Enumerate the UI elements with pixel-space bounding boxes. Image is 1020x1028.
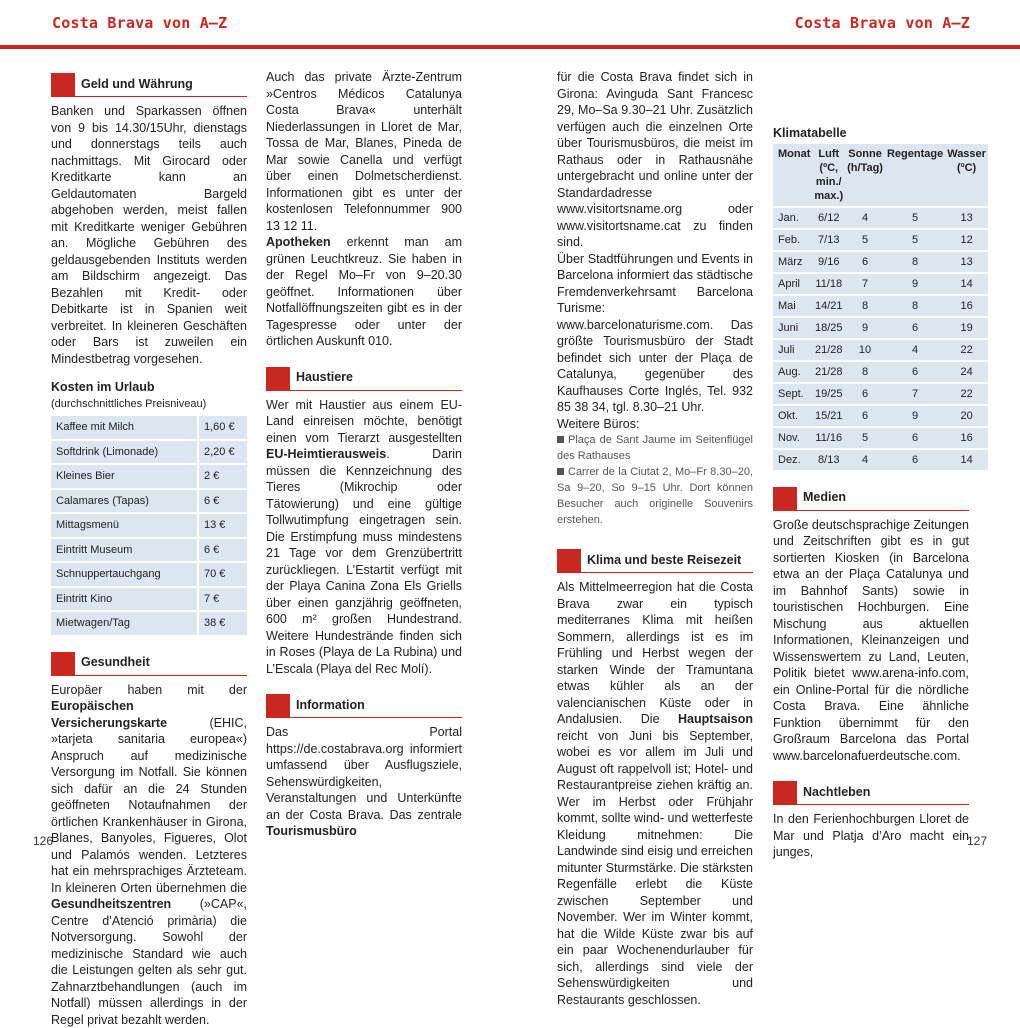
section-heading-gesundheit <box>51 649 247 676</box>
section-marker <box>557 549 581 573</box>
section-heading-information <box>266 691 462 718</box>
section-marker <box>773 781 797 805</box>
climate-cell: 4 <box>845 207 885 229</box>
running-head-left: Costa Brava von A–Z <box>52 14 227 32</box>
climate-cell: Juli <box>773 339 812 361</box>
cost-price: 2,20 € <box>198 440 247 465</box>
climate-cell: 22 <box>945 339 988 361</box>
office-bullet-2: Carrer de la Ciutat 2, Mo–Fr 8.30–20, Sa 9–20, So 9–15 Uhr. Dort können Besucher auch originelle Souvenirs erstehen. <box>557 464 753 528</box>
bullet-square <box>557 468 564 475</box>
climate-row <box>773 295 988 317</box>
medien-text: Große deutschsprachige Zeitungen und Zeitschriften gibt es in gut sortierten Kiosken (in Barcelona etwa an der Plaça Catalunya und im Bahnhof Sants) sowie in touristischen Hochburgen. Eine Mischung aus aktuellen Informationen, Kleinanzeigen und Wissenswertem zu Land, Leuten, Politik bietet www.arena-info.com, ein Online-Portal für die nördliche Costa Brava. Eine ähnliche Funktion übernimmt für den Großraum Barcelona das Portal www.barcelonafuerdeutsche.com. <box>773 517 969 765</box>
geld-text: Banken und Sparkassen öffnen von 9 bis 14.30/15Uhr, dienstags und donnerstags teils auch nachmittags. Mit Girocard oder Kreditkarte kann an Geldautomaten Bargeld abgehoben werden, meist fallen mit Kreditkarte weniger Gebühren an. Mögliche Gebühren des geldausgebenden Instituts werden am Bildschirm angezeigt. Das Bezahlen mit Kredit- oder Debitkarte ist in Spanien weit verbreitet. In kleineren Geschäften oder Bars ist zuweilen ein Mindestbetrag vorgesehen. <box>51 103 247 367</box>
section-title: Nachtleben <box>803 784 870 805</box>
cost-price: 6 € <box>198 489 247 514</box>
section-title: Information <box>296 697 365 718</box>
section-heading-nachtleben <box>773 778 969 805</box>
cost-price: 38 € <box>198 611 247 636</box>
climate-cell: 4 <box>845 449 885 471</box>
climate-cell: 8/13 <box>812 449 845 471</box>
section-title: Haustiere <box>296 369 353 390</box>
climate-cell: 6 <box>845 251 885 273</box>
climate-cell: Juni <box>773 317 812 339</box>
cost-row <box>51 464 247 489</box>
climate-cell: 6 <box>885 427 945 449</box>
climate-cell: 8 <box>885 251 945 273</box>
cost-item: Kleines Bier <box>51 464 198 489</box>
section-marker <box>51 73 75 97</box>
klima-text: Als Mittelmeerregion hat die Costa Brava zwar ein typisch mediterranes Klima mit heißen Sommern, allerdings ist es im Frühling und Herbst wegen der starken Winde der Tramuntana etwas kühler als an der valencianischen Küste oder in Andalusien. Die Hauptsaison reicht von Juni bis September, wobei es vor allem im Juli und August oft rappelvoll ist; Hotel- und Restaurantpreise ziehen kräftig an. Wer im Herbst oder Frühjahr kommt, sollte wind- und wetterfeste Kleidung mitnehmen: Die Landwinde sind eisig und erreichen mitunter Sturmstärke. Die stärksten Regenfälle erlebt die Küste zwischen September und November. Wer im Winter kommt, hat die Wilde Küste zwar bis auf ein paar Wochenendurlauber für sich, allerdings sind viele der Sehenswürdigkeiten und Restaurants geschlossen. <box>557 579 753 1008</box>
climate-table <box>773 144 988 472</box>
climate-header: Luft (ºC, min./ max.) <box>812 144 845 207</box>
climate-cell: 5 <box>885 207 945 229</box>
climate-header: Monat <box>773 144 812 207</box>
cost-row <box>51 611 247 636</box>
cost-price: 70 € <box>198 562 247 587</box>
climate-row <box>773 317 988 339</box>
climate-cell: 8 <box>845 295 885 317</box>
apotheken-text: Apotheken erkennt man am grünen Leuchtkreuz. Sie haben in der Regel Mo–Fr von 9–20.30 geöffnet. Informationen über Notfallöffnungszeiten gibt es in der Tagespresse oder unter der örtlichen Auskunft 010. <box>266 234 462 350</box>
cost-row <box>51 587 247 612</box>
cost-item: Eintritt Museum <box>51 538 198 563</box>
climate-cell: 19 <box>945 317 988 339</box>
cost-item: Schnuppertauchgang <box>51 562 198 587</box>
climate-cell: 19/25 <box>812 383 845 405</box>
section-title: Medien <box>803 489 846 510</box>
kosten-subtitle: (durchschnittliches Preisniveau) <box>51 396 247 413</box>
cost-row <box>51 489 247 514</box>
climate-row <box>773 207 988 229</box>
running-head-right: Costa Brava von A–Z <box>795 14 970 32</box>
page-number-left: 126 <box>33 834 53 848</box>
climate-cell: Jan. <box>773 207 812 229</box>
section-marker <box>51 652 75 676</box>
section-heading-medien <box>773 484 969 511</box>
gesundheit-text-2: Auch das private Ärzte-Zentrum »Centros Médicos Catalunya Costa Brava« unterhält Niederlassungen in Lloret de Mar, Tossa de Mar, Blanes, Pineda de Mar sowie Canella und verfügt über einen Dolmetscherdienst. Informationen gibt es unter der kostenlosen Telefonnummer 900 13 12 11. <box>266 69 462 234</box>
section-title: Gesundheit <box>81 654 150 675</box>
climate-cell: März <box>773 251 812 273</box>
climate-cell: 7 <box>845 273 885 295</box>
climate-cell: 9 <box>885 273 945 295</box>
climate-cell: 5 <box>845 229 885 251</box>
climate-row <box>773 361 988 383</box>
page-number-right: 127 <box>967 834 987 848</box>
climate-cell: 6/12 <box>812 207 845 229</box>
header-rule <box>0 45 1020 49</box>
climate-cell: 16 <box>945 427 988 449</box>
information-text-1: Das Portal https://de.costabrava.org informiert umfassend über Ausflugsziele, Sehenswürdigkeiten, Veranstaltungen und Unterkünfte an der Costa Brava. Das zentrale Tourismusbüro <box>266 724 462 840</box>
section-title: Geld und Währung <box>81 76 193 97</box>
climate-cell: 12 <box>945 229 988 251</box>
climate-cell: 6 <box>845 405 885 427</box>
office-bullet-1: Plaça de Sant Jaume im Seitenflügel des Rathauses <box>557 432 753 464</box>
gesundheit-text-1: Europäer haben mit der Europäischen Versicherungskarte (EHIC, »tarjeta sanitaria europea«) Anspruch auf medizinische Versorgung im Notfall. Sie können sich dafür an die 24 Stunden geöffneten Notaufnahmen der örtlichen Krankenhäuser in Girona, Blanes, Banyoles, Figueres, Olot und Palamós wenden. Letzteres hat ein mehrsprachiges Ärzteteam. In kleineren Orten übernehmen die Gesundheitszentren (»CAP«, Centre d’Atenció primària) die Notversorgung. Sowohl der medizinische Standard wie auch die Leistungen gelten als sehr gut. Zahnarztbehandlungen (auch im Notfall) müssen allerdings in der Regel privat bezahlt werden. <box>51 682 247 1028</box>
cost-row <box>51 440 247 465</box>
cost-item: Softdrink (Limonade) <box>51 440 198 465</box>
cost-price: 1,60 € <box>198 416 247 440</box>
climate-cell: 6 <box>885 449 945 471</box>
section-heading-klima <box>557 546 753 573</box>
section-marker <box>266 694 290 718</box>
climate-cell: 22 <box>945 383 988 405</box>
climate-cell: 18/25 <box>812 317 845 339</box>
climate-cell: 16 <box>945 295 988 317</box>
climate-cell: Feb. <box>773 229 812 251</box>
cost-item: Kaffee mit Milch <box>51 416 198 440</box>
cost-price: 7 € <box>198 587 247 612</box>
climate-cell: 10 <box>845 339 885 361</box>
cost-item: Mietwagen/Tag <box>51 611 198 636</box>
climate-cell: 6 <box>885 361 945 383</box>
information-text-1-cont: für die Costa Brava findet sich in Girona: Avinguda Sant Francesc 29, Mo–Sa 9.30–21 Uhr. Zusätzlich verfügen auch die einzelnen Orte über Tourismusbüros, die meist im Rathaus oder in Rathausnähe untergebracht und online unter der Standardadresse www.visitortsname.org oder www.visitortsname.cat zu finden sind. <box>557 69 753 251</box>
cost-price: 2 € <box>198 464 247 489</box>
climate-row <box>773 229 988 251</box>
cost-row <box>51 538 247 563</box>
climate-cell: 11/18 <box>812 273 845 295</box>
climate-cell: 9 <box>845 317 885 339</box>
climate-row <box>773 405 988 427</box>
climate-cell: 20 <box>945 405 988 427</box>
section-marker <box>773 487 797 511</box>
climate-cell: 6 <box>885 317 945 339</box>
climate-cell: 5 <box>885 229 945 251</box>
information-text-2: Über Stadtführungen und Events in Barcelona informiert das städtische Fremdenverkehrsamt Barcelona Turisme: www.barcelonaturisme.com. Das größte Tourismusbüro der Stadt befindet sich unter der Plaça de Catalunya, gegenüber des Kaufhauses Corte Inglés, Tel. 932 85 38 34, tgl. 8.30–21 Uhr. <box>557 251 753 416</box>
cost-item: Eintritt Kino <box>51 587 198 612</box>
nachtleben-text: In den Ferienhochburgen Lloret de Mar und Platja d’Aro macht ein junges, <box>773 811 969 861</box>
climate-cell: 13 <box>945 251 988 273</box>
climate-header: Wasser (ºC) <box>945 144 988 207</box>
section-heading-haustiere <box>266 364 462 391</box>
climate-cell: Dez. <box>773 449 812 471</box>
climate-cell: 24 <box>945 361 988 383</box>
climate-cell: 15/21 <box>812 405 845 427</box>
climate-cell: Nov. <box>773 427 812 449</box>
climate-header: Regentage <box>885 144 945 207</box>
climate-cell: Sept. <box>773 383 812 405</box>
haustiere-text: Wer mit Haustier aus einem EU-Land einreisen möchte, benötigt einen vom Tierarzt ausgestellten EU-Heimtierausweis. Darin müssen die Kennzeichnung des Tieres (Mikrochip oder Tätowierung) und eine gültige Tollwutimpfung eingetragen sein. Die Erstimpfung muss mindestens 21 Tage vor dem Grenzübertritt zurückliegen. L’Estartit verfügt mit der Playa Canina Zona Els Griells über einen ganzjährig geöffneten, 600 m² großen Hundestrand. Weitere Hundestrände finden sich in Roses (Playa de La Rubina) und L’Escala (Playa del Rec Molí). <box>266 397 462 678</box>
climate-cell: 5 <box>845 427 885 449</box>
cost-price: 13 € <box>198 513 247 538</box>
climate-row <box>773 383 988 405</box>
cost-row <box>51 562 247 587</box>
cost-item: Mittagsmenü <box>51 513 198 538</box>
cost-item: Calamares (Tapas) <box>51 489 198 514</box>
climate-row <box>773 251 988 273</box>
climate-cell: April <box>773 273 812 295</box>
section-marker <box>266 367 290 391</box>
section-heading-geld <box>51 70 247 97</box>
climate-cell: 11/16 <box>812 427 845 449</box>
climate-cell: 14 <box>945 273 988 295</box>
climate-cell: 8 <box>845 361 885 383</box>
bullet-square <box>557 436 564 443</box>
column-4 <box>773 69 969 861</box>
climate-cell: Aug. <box>773 361 812 383</box>
climate-cell: 21/28 <box>812 361 845 383</box>
climate-row <box>773 273 988 295</box>
climate-cell: 9/16 <box>812 251 845 273</box>
climate-cell: 14 <box>945 449 988 471</box>
section-title: Klima und beste Reisezeit <box>587 552 741 573</box>
climate-cell: 7/13 <box>812 229 845 251</box>
column-2 <box>266 69 462 840</box>
cost-table <box>51 416 247 637</box>
climate-cell: 6 <box>845 383 885 405</box>
climate-row <box>773 449 988 471</box>
climate-cell: Okt. <box>773 405 812 427</box>
climate-header: Sonne (h/Tag) <box>845 144 885 207</box>
climate-cell: 4 <box>885 339 945 361</box>
climate-cell: 9 <box>885 405 945 427</box>
climate-row <box>773 339 988 361</box>
column-3 <box>557 69 753 1008</box>
column-1 <box>51 66 247 1028</box>
kosten-title: Kosten im Urlaub <box>51 379 247 396</box>
climate-cell: Mai <box>773 295 812 317</box>
climate-cell: 8 <box>885 295 945 317</box>
information-text-3: Weitere Büros: <box>557 416 753 433</box>
klimatabelle-title: Klimatabelle <box>773 125 969 142</box>
climate-cell: 13 <box>945 207 988 229</box>
cost-row <box>51 416 247 440</box>
climate-cell: 21/28 <box>812 339 845 361</box>
climate-cell: 7 <box>885 383 945 405</box>
cost-price: 6 € <box>198 538 247 563</box>
climate-cell: 14/21 <box>812 295 845 317</box>
climate-row <box>773 427 988 449</box>
cost-row <box>51 513 247 538</box>
